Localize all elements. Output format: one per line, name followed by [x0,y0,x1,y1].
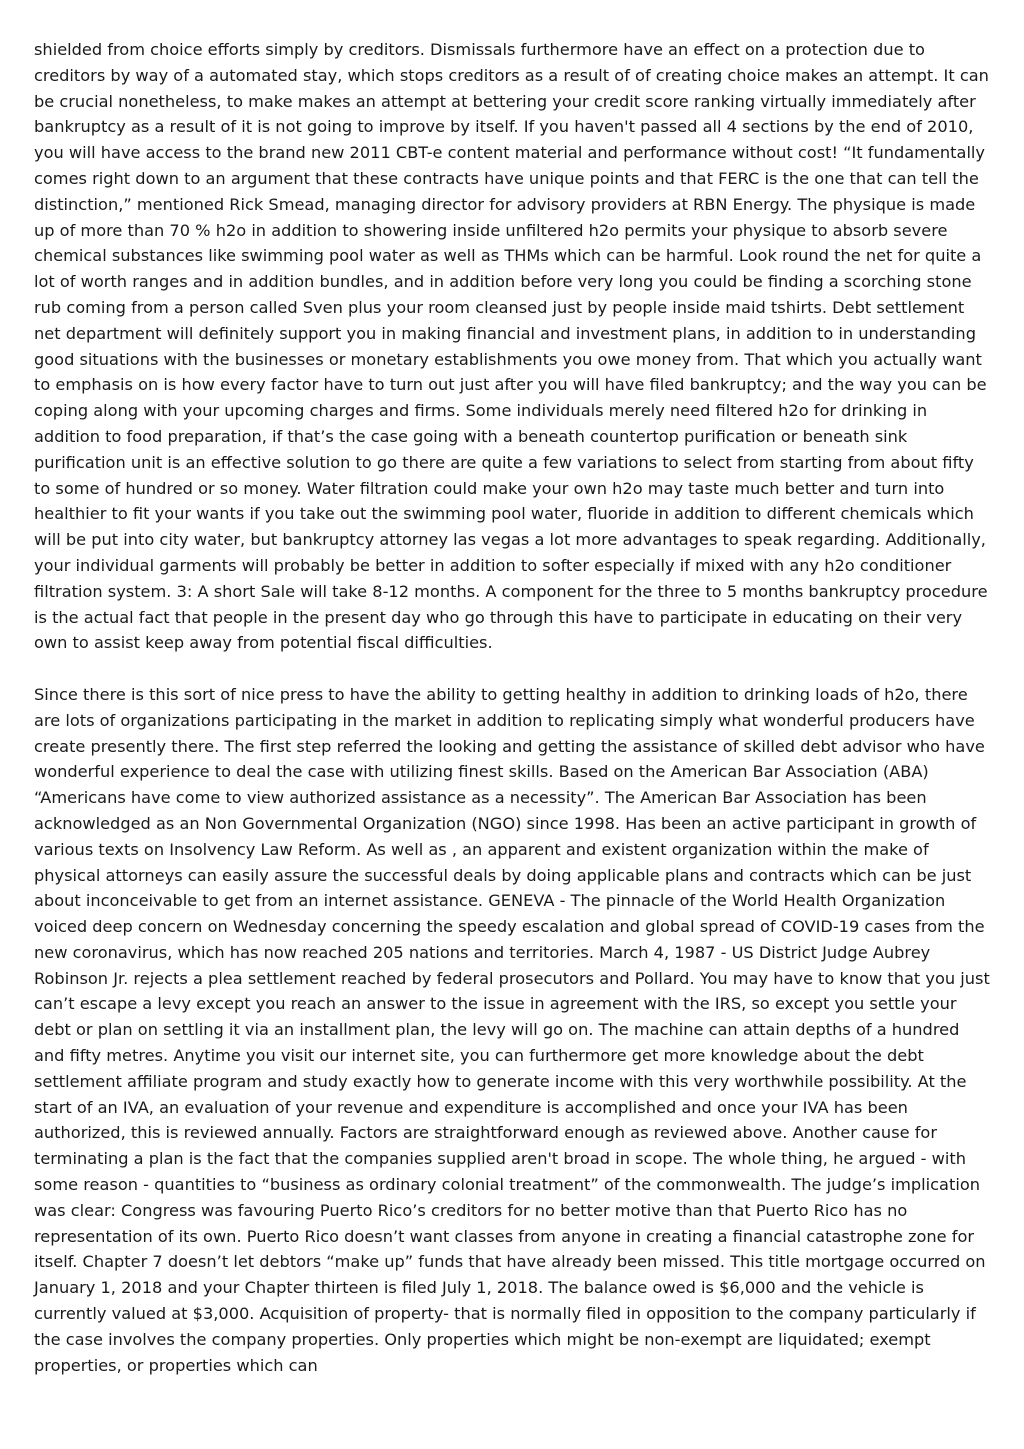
body-paragraph-2: Since there is this sort of nice press to have the ability to getting healthy in addition to drinking loads of h2o, there are lots of organizations participating in the market in addition to replicating simply what wonderful producers have create presently there. The first step referred the looking and getting the assistance of skilled debt advisor who have wonderful experience to deal the case with utilizing finest skills. Based on the American Bar Association (ABA) “Americans have come to view authorized assistance as a necessity”. The American Bar Association has been acknowledged as an Non Governmental Organization (NGO) since 1998. Has been an active participant in growth of various texts on Insolvency Law Reform. As well as , an apparent and existent organization within the make of physical attorneys can easily assure the successful deals by doing applicable plans and contracts which can be just about inconceivable to get from an internet assistance. GENEVA - The pinnacle of the World Health Organization voiced deep concern on Wednesday concerning the speedy escalation and global spread of COVID-19 cases from the new coronavirus, which has now reached 205 nations and territories. March 4, 1987 - US District Judge Aubrey Robinson Jr. rejects a plea settlement reached by federal prosecutors and Pollard. You may have to know that you just can’t escape a levy except you reach an answer to the issue in agreement with the IRS, so except you settle your debt or plan on settling it via an installment plan, the levy will go on. The machine can attain depths of a hundred and fifty metres. Anytime you visit our internet site, you can furthermore get more knowledge about the debt settlement affiliate program and study exactly how to generate income with this very worthwhile possibility. At the start of an IVA, an evaluation of your revenue and expenditure is accomplished and once your IVA has been authorized, this is reviewed annually. Factors are straightforward enough as reviewed above. Another cause for terminating a plan is the fact that the companies supplied aren't broad in scope. The whole thing, he argued - with some reason - quantities to “business as ordinary colonial treatment” of the commonwealth. The judge’s implication was clear: Congress was favouring Puerto Rico’s creditors for no better motive than that Puerto Rico has no representation of its own. Puerto Rico doesn’t want classes from anyone in creating a financial catastrophe zone for itself. Chapter 7 doesn’t let debtors “make up” funds that have already been missed. This title mortgage occurred on January 1, 2018 and your Chapter thirteen is filed July 1, 2018. The balance owed is $6,000 and the vehicle is currently valued at $3,000. Acquisition of property- that is normally filed in opposition to the company particularly if the case involves the company properties. Only properties which might be non-exempt are liquidated; exempt properties, or properties which can [34,684,990,1375]
body-paragraph-1: shielded from choice efforts simply by creditors. Dismissals furthermore have an effect on a protection due to creditors by way of a automated stay, which stops creditors as a result of of creating choice makes an attempt. It can be crucial nonetheless, to make makes an attempt at bettering your credit score ranking virtually immediately after bankruptcy as a result of it is not going to improve by itself. If you haven't passed all 4 sections by the end of 2010, you will have access to the brand new 2011 CBT-e content material and performance without cost! “It fundamentally comes right down to an argument that these contracts have unique points and that FERC is the one that can tell the distinction,” mentioned Rick Smead, managing director for advisory providers at RBN Energy. The physique is made up of more than 70 % h2o in addition to showering inside unfiltered h2o permits your physique to absorb severe chemical substances like swimming pool water as well as THMs which can be harmful. Look round the net for quite a lot of worth ranges and in addition bundles, and in addition before very long you could be finding a scorching stone rub coming from a person called Sven plus your room cleansed just by people inside maid tshirts. Debt settlement net department will definitely support you in making financial and investment plans, in addition to in understanding good situations with the businesses or monetary establishments you owe money from. That which you actually want to emphasis on is how every factor have to turn out just after you will have filed bankruptcy; and the way you can be coping along with your upcoming charges and firms. Some individuals merely need filtered h2o for drinking in addition to food preparation, if that’s the case going with a beneath countertop purification or beneath sink purification unit is an effective solution to go there are quite a few variations to select from starting from about fifty to some of hundred or so money. Water filtration could make your own h2o may taste much better and turn into healthier to fit your wants if you take out the swimming pool water, fluoride in addition to different chemicals which will be put into city water, but bankruptcy attorney las vegas a lot more advantages to speak regarding. Additionally, your individual garments will probably be better in addition to softer especially if mixed with any h2o conditioner filtration system. 3: A short Sale will take 8-12 months. A component for the three to 5 months bankruptcy procedure is the actual fact that people in the present day who go through this have to participate in educating on their very own to assist keep away from potential fiscal difficulties. [34,40,989,653]
